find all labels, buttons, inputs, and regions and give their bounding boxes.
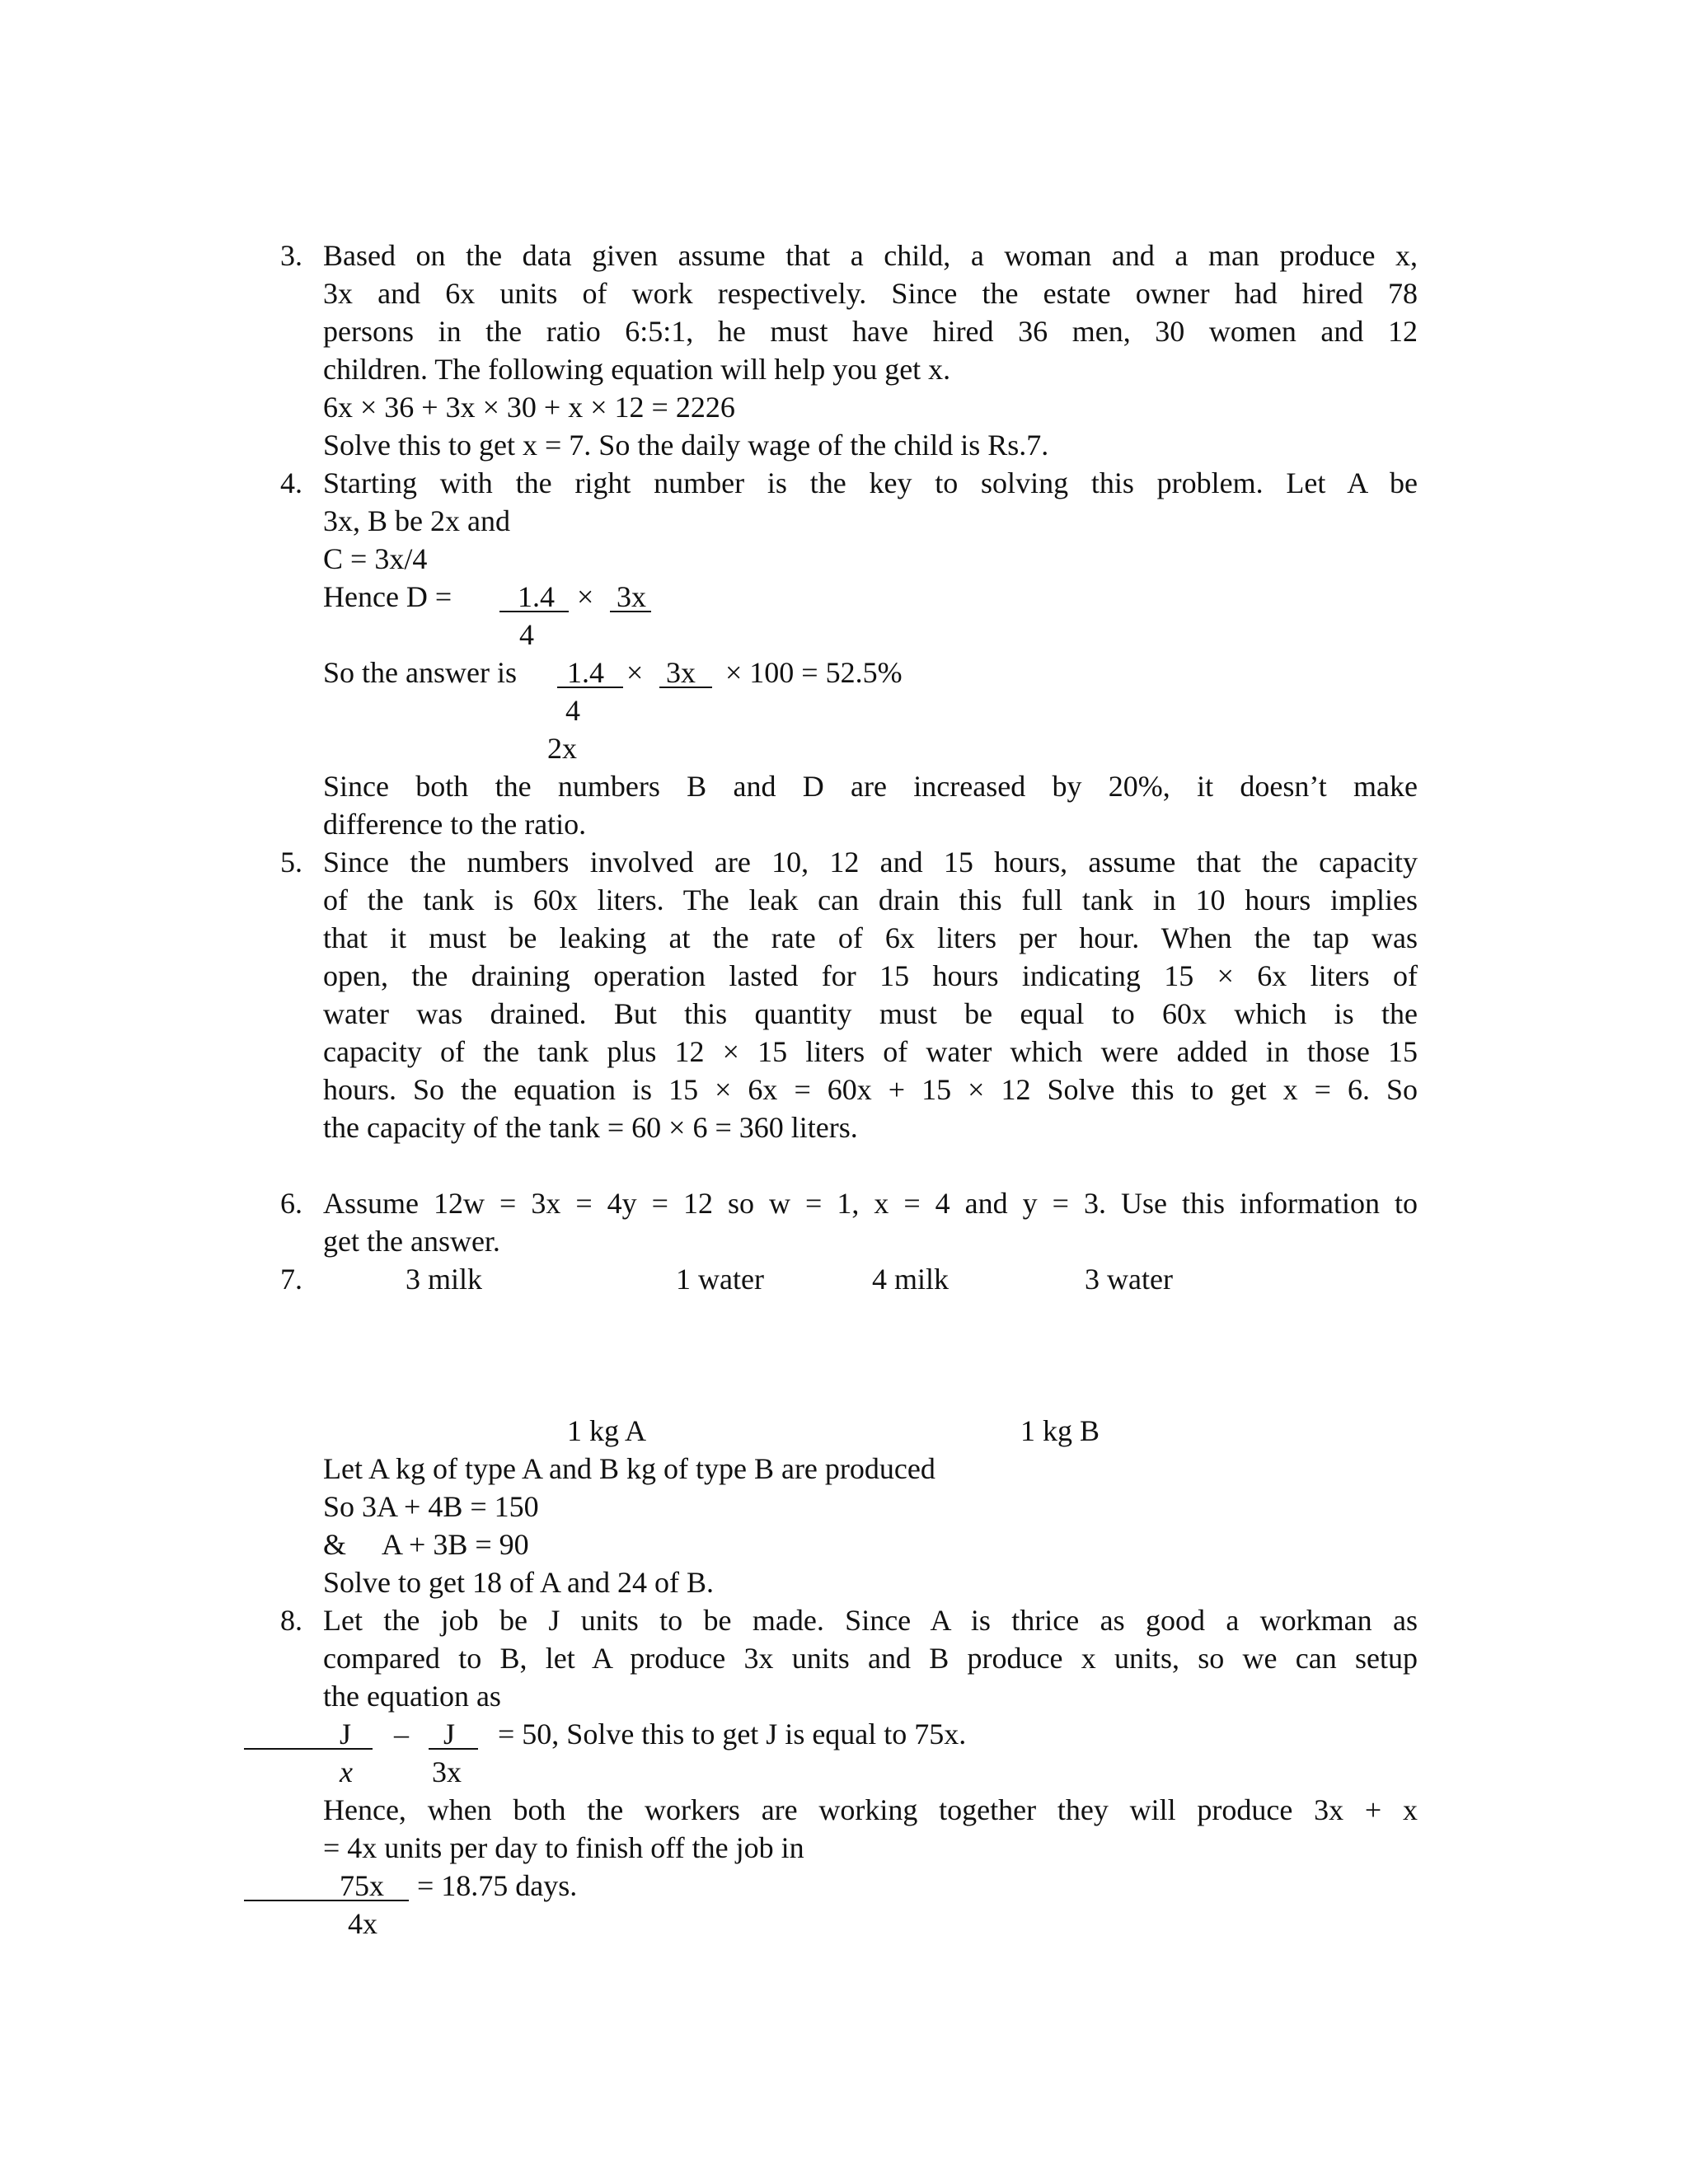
q8-line-5: = 4x units per day to finish off the job in xyxy=(323,1831,804,1864)
q4-line-3: C = 3x/4 xyxy=(323,542,428,575)
q7-equation-2: & A + 3B = 90 xyxy=(323,1528,529,1561)
q4-line-last-2: difference to the ratio. xyxy=(323,808,587,841)
q3-line-4: children. The following equation will help you get x. xyxy=(323,353,951,386)
item-number-6: 6. xyxy=(280,1187,302,1220)
q3-equation: 6x × 36 + 3x × 30 + x × 12 = 2226 xyxy=(323,391,735,424)
q8-line-2: compared to B, let A produce 3x units and B produce x units, so we can setup xyxy=(323,1642,1418,1675)
q4-answer-numerator-1: 1.4 xyxy=(567,656,604,689)
item-number-5: 5. xyxy=(280,846,302,879)
q8-frac-denominator: 4x xyxy=(348,1907,377,1940)
q8-line-3: the equation as xyxy=(323,1680,501,1713)
q7-equation-1: So 3A + 4B = 150 xyxy=(323,1490,539,1523)
q5-line-6: capacity of the tank plus 12 × 15 liters of water which were added in those 15 xyxy=(323,1035,1418,1068)
q4-answer-bar-2 xyxy=(659,687,712,688)
q4-answer-tail: × 100 = 52.5% xyxy=(725,656,903,689)
q8-eq-denominator-1: x xyxy=(340,1755,353,1788)
q4-answer-numerator-2: 3x xyxy=(666,656,696,689)
q3-line-2: 3x and 6x units of work respectively. Since the estate owner had hired 78 xyxy=(323,277,1418,310)
q4-answer-denominator-2: 2x xyxy=(547,732,577,765)
q6-line-1: Assume 12w = 3x = 4y = 12 so w = 1, x = 4 and y = 3. Use this information to xyxy=(323,1187,1418,1220)
q7-label-3-water: 3 water xyxy=(1085,1263,1173,1296)
q6-line-2: get the answer. xyxy=(323,1225,500,1258)
q4-frac1-numerator-2: 3x xyxy=(617,580,646,613)
q4-answer-times: × xyxy=(626,656,644,689)
q3-line-3: persons in the ratio 6:5:1, he must have hired 36 men, 30 women and 12 xyxy=(323,315,1418,348)
q3-line-6: Solve this to get x = 7. So the daily wage of the child is Rs.7. xyxy=(323,429,1049,462)
q5-line-8: the capacity of the tank = 60 × 6 = 360 liters. xyxy=(323,1111,858,1144)
item-number-3: 3. xyxy=(280,239,302,272)
q8-frac-numerator: 75x xyxy=(340,1869,384,1902)
q8-line-4: Hence, when both the workers are working together they will produce 3x + x xyxy=(323,1793,1418,1826)
q5-line-4: open, the draining operation lasted for 15 hours indicating 15 × 6x liters of xyxy=(323,959,1418,992)
q5-line-7: hours. So the equation is 15 × 6x = 60x + 15 × 12 Solve this to get x = 6. So xyxy=(323,1073,1418,1106)
item-number-4: 4. xyxy=(280,466,302,499)
q4-hence-label: Hence D = xyxy=(323,580,452,613)
q4-answer-label: So the answer is xyxy=(323,656,517,689)
q4-line-1: Starting with the right number is the key to solving this problem. Let A be xyxy=(323,466,1418,499)
item-number-8: 8. xyxy=(280,1604,302,1637)
q8-line-1: Let the job be J units to be made. Since A is thrice as good a workman as xyxy=(323,1604,1418,1637)
q7-label-1kg-a: 1 kg A xyxy=(567,1414,647,1447)
q4-line-2: 3x, B be 2x and xyxy=(323,504,510,537)
q5-line-3: that it must be leaking at the rate of 6x liters per hour. When the tap was xyxy=(323,921,1418,954)
q4-frac1-numerator: 1.4 xyxy=(518,580,555,613)
q8-eq-numerator-2: J xyxy=(443,1718,456,1750)
q7-line-1: Let A kg of type A and B kg of type B are produced xyxy=(323,1452,935,1485)
q8-frac-bar xyxy=(244,1900,409,1901)
q8-eq-bar-1 xyxy=(244,1748,373,1750)
q7-label-4-milk: 4 milk xyxy=(872,1263,950,1296)
q5-line-1: Since the numbers involved are 10, 12 and 15 hours, assume that the capacity xyxy=(323,846,1418,879)
q8-eq-tail: = 50, Solve this to get J is equal to 75x. xyxy=(498,1718,967,1750)
q7-label-3-milk: 3 milk xyxy=(406,1263,483,1296)
q4-answer-denominator-1: 4 xyxy=(565,694,580,727)
q4-frac1-bar xyxy=(499,611,569,612)
item-number-7: 7. xyxy=(280,1263,302,1296)
q5-line-2: of the tank is 60x liters. The leak can drain this full tank in 10 hours implies xyxy=(323,883,1418,916)
q4-answer-bar-1 xyxy=(557,687,623,688)
q7-line-4: Solve to get 18 of A and 24 of B. xyxy=(323,1566,714,1599)
q8-frac-tail: = 18.75 days. xyxy=(417,1869,578,1902)
q4-frac1-bar-2 xyxy=(610,611,651,612)
q7-label-1kg-b: 1 kg B xyxy=(1020,1414,1100,1447)
q5-line-5: water was drained. But this quantity must be equal to 60x which is the xyxy=(323,997,1418,1030)
q8-eq-numerator-1: J xyxy=(340,1718,352,1750)
q4-frac1-times: × xyxy=(577,580,594,613)
q8-eq-minus: – xyxy=(394,1718,409,1750)
q3-line-1: Based on the data given assume that a child, a woman and a man produce x, xyxy=(323,239,1418,272)
q4-line-last-1: Since both the numbers B and D are increased by 20%, it doesn’t make xyxy=(323,770,1418,803)
q7-label-1-water: 1 water xyxy=(676,1263,764,1296)
q8-eq-denominator-2: 3x xyxy=(432,1755,462,1788)
q4-frac1-denominator: 4 xyxy=(519,618,534,651)
